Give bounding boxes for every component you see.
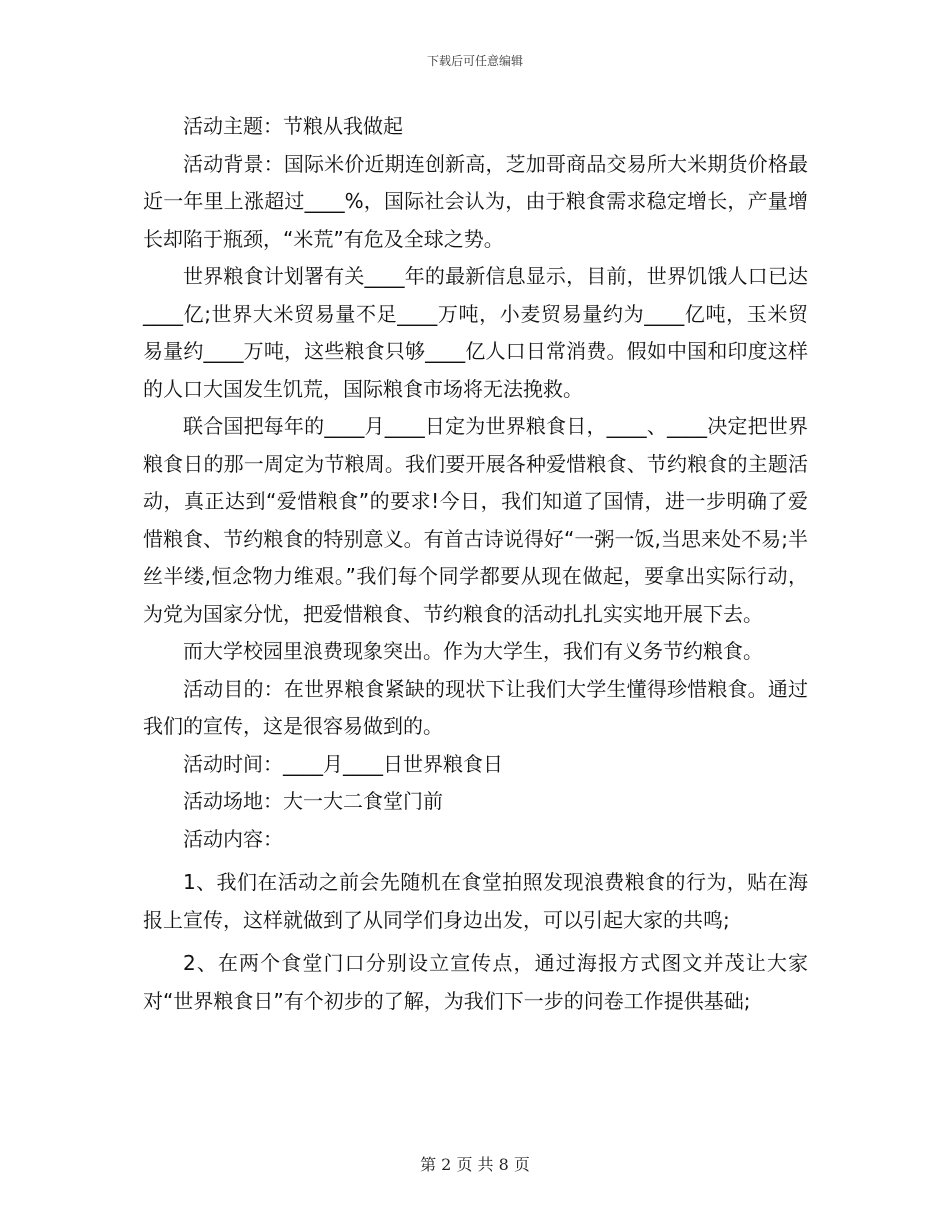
page-number-footer: 第 2 页 共 8 页	[420, 1155, 530, 1174]
activity-content-heading: 活动内容：	[183, 826, 283, 851]
activity-content-item-2: 2、在两个食堂门口分别设立宣传点，通过海报方式图文并茂让大家对“世界粮食日”有个初步的了解，为我们下一步的问卷工作提供基础;	[143, 951, 808, 1013]
world-food-day-paragraph: 联合国把每年的____月____日定为世界粮食日，____、____决定把世界粮食日的那一周定为节粮周。我们要开展各种爱惜粮食、节约粮食的主题活动，真正达到“爱惜粮食”的要求!今日，我们知道了国情，进一步明确了爱惜粮食、节约粮食的特别意义。有首古诗说得好“一粥一饭,当思来处不易;半丝半缕,恒念物力维艰。”我们每个同学都要从现在做起，要拿出实际行动，为党为国家分忧，把爱惜粮食、节约粮食的活动扎扎实实地开展下去。	[143, 414, 808, 626]
activity-theme: 活动主题：节粮从我做起	[183, 114, 403, 138]
world-food-info-paragraph: 世界粮食计划署有关____年的最新信息显示，目前，世界饥饿人口已达____亿;世界大米贸易量不足____万吨，小麦贸易量约为____亿吨，玉米贸易量约____万吨，这些粮食只够____亿人口日常消费。假如中国和印度这样的人口大国发生饥荒，国际粮食市场将无法挽救。	[143, 264, 808, 401]
campus-waste-paragraph: 而大学校园里浪费现象突出。作为大学生，我们有义务节约粮食。	[183, 639, 763, 663]
page-header-note: 下载后可任意编辑	[426, 54, 523, 68]
document-body	[143, 108, 808, 1020]
activity-venue: 活动场地：大一大二食堂门前	[183, 789, 443, 813]
activity-background: 活动背景：国际米价近期连创新高，芝加哥商品交易所大米期货价格最近一年里上涨超过____%，国际社会认为，由于粮食需求稳定增长，产量增长却陷于瓶颈，“米荒”有危及全球之势。	[143, 151, 808, 251]
activity-content-item-1: 1、我们在活动之前会先随机在食堂拍照发现浪费粮食的行为，贴在海报上宣传，这样就做到了从同学们身边出发，可以引起大家的共鸣;	[143, 870, 808, 932]
activity-purpose: 活动目的：在世界粮食紧缺的现状下让我们大学生懂得珍惜粮食。通过我们的宣传，这是很容易做到的。	[143, 676, 808, 738]
activity-time: 活动时间：____月____日世界粮食日	[183, 751, 503, 776]
